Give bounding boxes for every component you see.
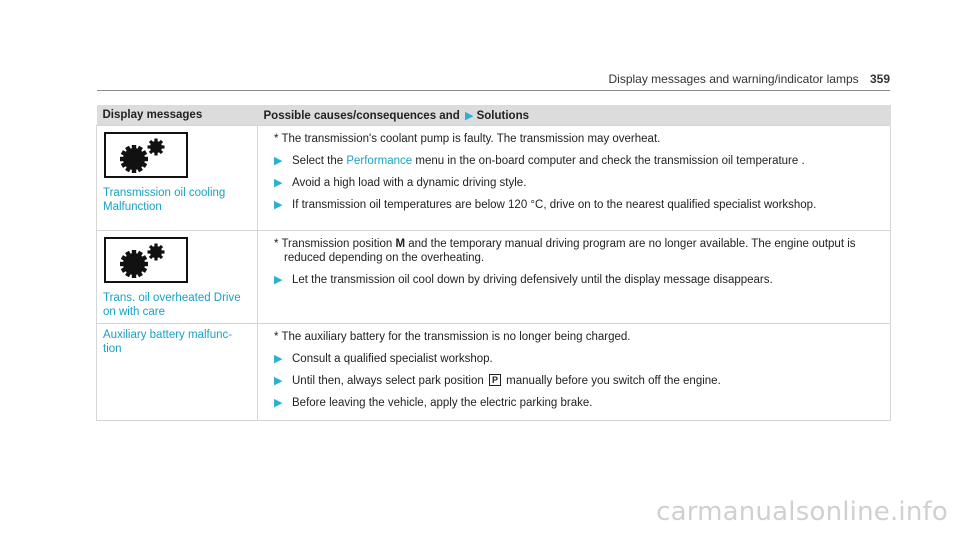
transmission-gear-icon — [104, 237, 188, 283]
solution-step — [274, 374, 884, 388]
watermark: carmanualsonline.info — [656, 497, 948, 527]
step-arrow-icon: ▶ — [274, 397, 283, 409]
message-label-line2: tion — [103, 343, 122, 355]
step-text: manually before you switch off the engine. — [502, 375, 721, 387]
solution-step — [274, 273, 884, 287]
message-label-line2: on with care — [103, 306, 166, 318]
step-text: Select the — [292, 155, 347, 167]
cause-text: * The transmission's coolant pump is faulty. The transmission may overheat. — [274, 133, 661, 145]
performance-menu-link[interactable]: Performance — [346, 155, 413, 167]
message-label-line1: Auxiliary battery malfunc- — [103, 329, 233, 341]
causes-header-text: Possible causes/consequences and — [263, 109, 460, 122]
step-arrow-icon: ▶ — [274, 375, 283, 387]
solution-step — [274, 352, 884, 366]
col-causes-solutions-header — [258, 105, 891, 126]
solution-arrow-icon: ▶ — [464, 109, 474, 122]
table-row — [97, 126, 891, 231]
step-text: menu in the on-board computer and check the transmission oil temperature . — [412, 155, 805, 167]
col-display-messages-header: Display messages — [97, 105, 258, 126]
cause-text: * The auxiliary battery for the transmission is no longer being charged. — [274, 331, 631, 343]
solution-step — [274, 176, 884, 190]
display-messages-table — [96, 105, 891, 421]
cause-bold-m: M — [395, 238, 406, 250]
table-row — [97, 231, 891, 324]
step-arrow-icon: ▶ — [274, 199, 283, 211]
message-cell — [97, 231, 258, 324]
cause-text-part: * Transmission position — [274, 238, 396, 250]
cause-text — [274, 237, 884, 265]
transmission-gear-icon — [104, 132, 188, 178]
step-text: Let the transmission oil cool down by driving defensively until the display message disappears. — [292, 274, 773, 286]
solutions-header-text: Solutions — [476, 109, 529, 122]
message-label-line2: Malfunction — [103, 201, 162, 213]
solution-step — [274, 396, 884, 410]
solution-step — [274, 154, 884, 168]
step-text: Consult a qualified specialist workshop. — [292, 353, 493, 365]
step-text: Before leaving the vehicle, apply the electric parking brake. — [292, 397, 593, 409]
message-label-line1: Trans. oil overheated Drive — [103, 292, 241, 304]
message-label-line1: Transmission oil cooling — [103, 187, 226, 199]
message-cell — [97, 324, 258, 421]
step-text: Until then, always select park position — [292, 375, 487, 387]
section-title: Display messages and warning/indicator lamps — [608, 72, 859, 86]
solution-cell — [258, 126, 891, 231]
park-position-p-icon: P — [489, 374, 501, 386]
step-text: If transmission oil temperatures are below 120 °C, drive on to the nearest qualified specialist workshop. — [292, 199, 817, 211]
page-header — [97, 72, 890, 91]
message-cell — [97, 126, 258, 231]
cause-text-part: and the temporary manual driving program are no longer available. The engine output is reduced depending on the overheating. — [284, 238, 856, 264]
solution-step — [274, 198, 884, 212]
solution-cell — [258, 231, 891, 324]
step-text: Avoid a high load with a dynamic driving style. — [292, 177, 527, 189]
step-arrow-icon: ▶ — [274, 274, 283, 286]
table-row — [97, 324, 891, 421]
page-number: 359 — [869, 72, 890, 86]
step-arrow-icon: ▶ — [274, 177, 283, 189]
step-arrow-icon: ▶ — [274, 155, 283, 167]
solution-cell — [258, 324, 891, 421]
table-header-row — [97, 105, 891, 126]
step-arrow-icon: ▶ — [274, 353, 283, 365]
